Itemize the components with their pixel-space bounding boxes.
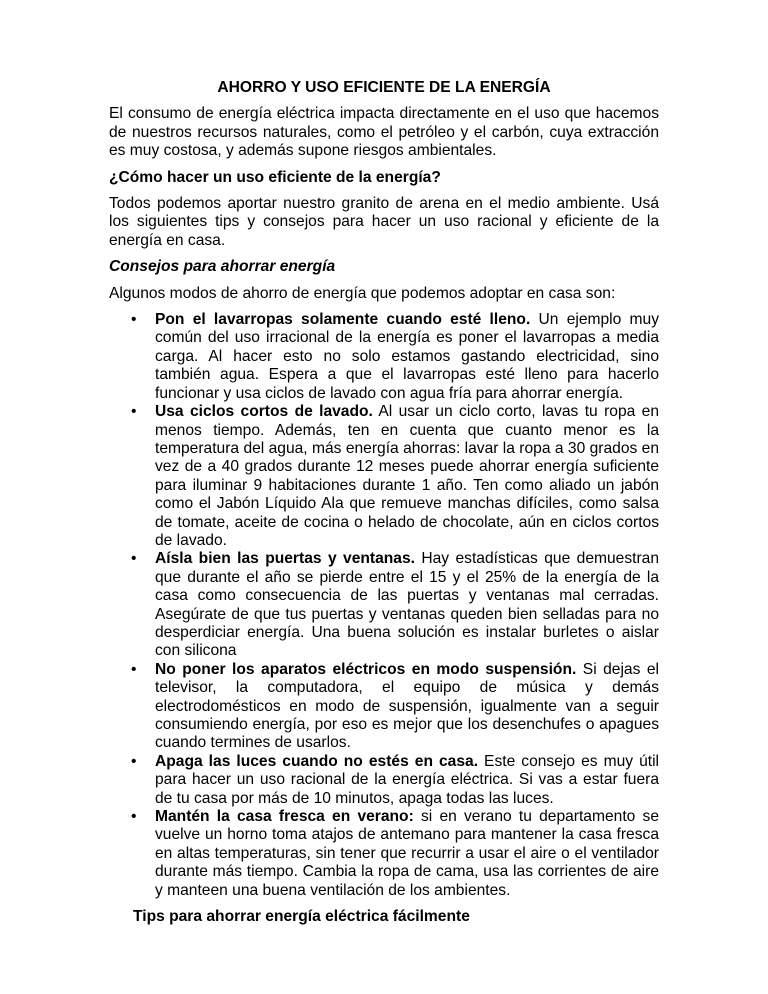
bullet-icon: •: [131, 808, 137, 826]
list-item: [131, 550, 660, 660]
final-heading: Tips para ahorrar energía eléctrica fácilmente: [133, 908, 470, 926]
question-paragraph: Todos podemos aportar nuestro granito de arena en el medio ambiente. Usá los siguientes tips y consejos para hacer un uso racional y eficiente de la energía en casa.: [109, 195, 659, 249]
bullet-icon: •: [131, 403, 137, 421]
tip-title: Mantén la casa fresca en verano:: [155, 808, 414, 826]
document-page: [109, 79, 659, 934]
tip-text: Un ejemplo muy común del uso irracional de la energía es poner el lavarropas a media carga. Al hacer esto no solo estamos gastando electricidad, sino también agua. Espera a que el lavarropas esté lleno para hacerlo funcionar y usa ciclos de lavado con agua fría para ahorrar energía.: [155, 311, 659, 402]
list-item: [131, 311, 659, 403]
bullet-icon: •: [131, 660, 137, 678]
tip-title: Pon el lavarropas solamente cuando esté lleno.: [155, 311, 531, 329]
tip-text: Hay estadísticas que demuestran que durante el año se pierde entre el 15 y el 25% de la energía de la casa como consecuencia de las puertas y ventanas mal cerradas. Asegúrate de que tus puertas y ventanas queden bien selladas para no desperdiciar energía. Una buena solución es instalar burletes o aislar con silicona: [155, 550, 660, 660]
document-title: AHORRO Y USO EFICIENTE DE LA ENERGÍA: [217, 79, 551, 96]
tip-title: Usa ciclos cortos de lavado.: [155, 403, 373, 421]
tip-text: si en verano tu departamento se vuelve un horno toma atajos de antemano para mantener la casa fresca en altas temperaturas, sin tener que recurrir a usar el aire o el ventilador durante más tiempo. Cambia la ropa de cama, usa las corrientes de aire y manteen una buena ventilación de los ambientes.: [155, 808, 659, 899]
tip-title: Aísla bien las puertas y ventanas.: [155, 550, 415, 568]
question-heading: ¿Cómo hacer un uso eficiente de la energía?: [109, 168, 441, 186]
list-item: [131, 660, 660, 753]
intro-paragraph: El consumo de energía eléctrica impacta directamente en el uso que hacemos de nuestros recursos naturales, como el petróleo y el carbón, cuya extracción es muy costosa, y además supone riesgos ambientales.: [109, 105, 659, 160]
tip-text: Este consejo es muy útil para hacer un uso racional de la energía eléctrica. Si vas a estar fuera de tu casa por más de 10 minutos, apaga todas las luces.: [155, 752, 659, 807]
consejos-intro: Algunos modos de ahorro de energía que podemos adoptar en casa son:: [109, 284, 616, 302]
bullet-icon: •: [131, 311, 137, 329]
bullet-icon: •: [131, 550, 137, 568]
list-item: [131, 808, 659, 900]
list-item: [131, 752, 659, 808]
tips-list: [109, 311, 659, 900]
tip-title: Apaga las luces cuando no estés en casa.: [155, 752, 479, 770]
tip-text: Si dejas el televisor, la computadora, el equipo de música y demás electrodomésticos en modo de suspensión, igualmente van a seguir consumiendo energía, por eso es mejor que los desenchufes o apagues cuando termines de usarlos.: [155, 660, 660, 752]
consejos-heading: Consejos para ahorrar energía: [109, 258, 336, 276]
tip-title: No poner los aparatos eléctricos en modo suspensión.: [155, 660, 577, 678]
tip-text: Al usar un ciclo corto, lavas tu ropa en menos tiempo. Además, ten en cuenta que cuanto menor es la temperatura del agua, más energía ahorras: lavar la ropa a 30 grados en vez de a 40 grados durante 12 meses puede ahorrar energía suficiente para iluminar 9 habitaciones durante 1 año. Ten como aliado un jabón como el Jabón Líquido Ala que remueve manchas difíciles, como salsa de tomate, aceite de cocina o helado de chocolate, aún en ciclos cortos de lavado.: [155, 403, 660, 549]
list-item: [131, 403, 660, 550]
bullet-icon: •: [131, 752, 137, 770]
